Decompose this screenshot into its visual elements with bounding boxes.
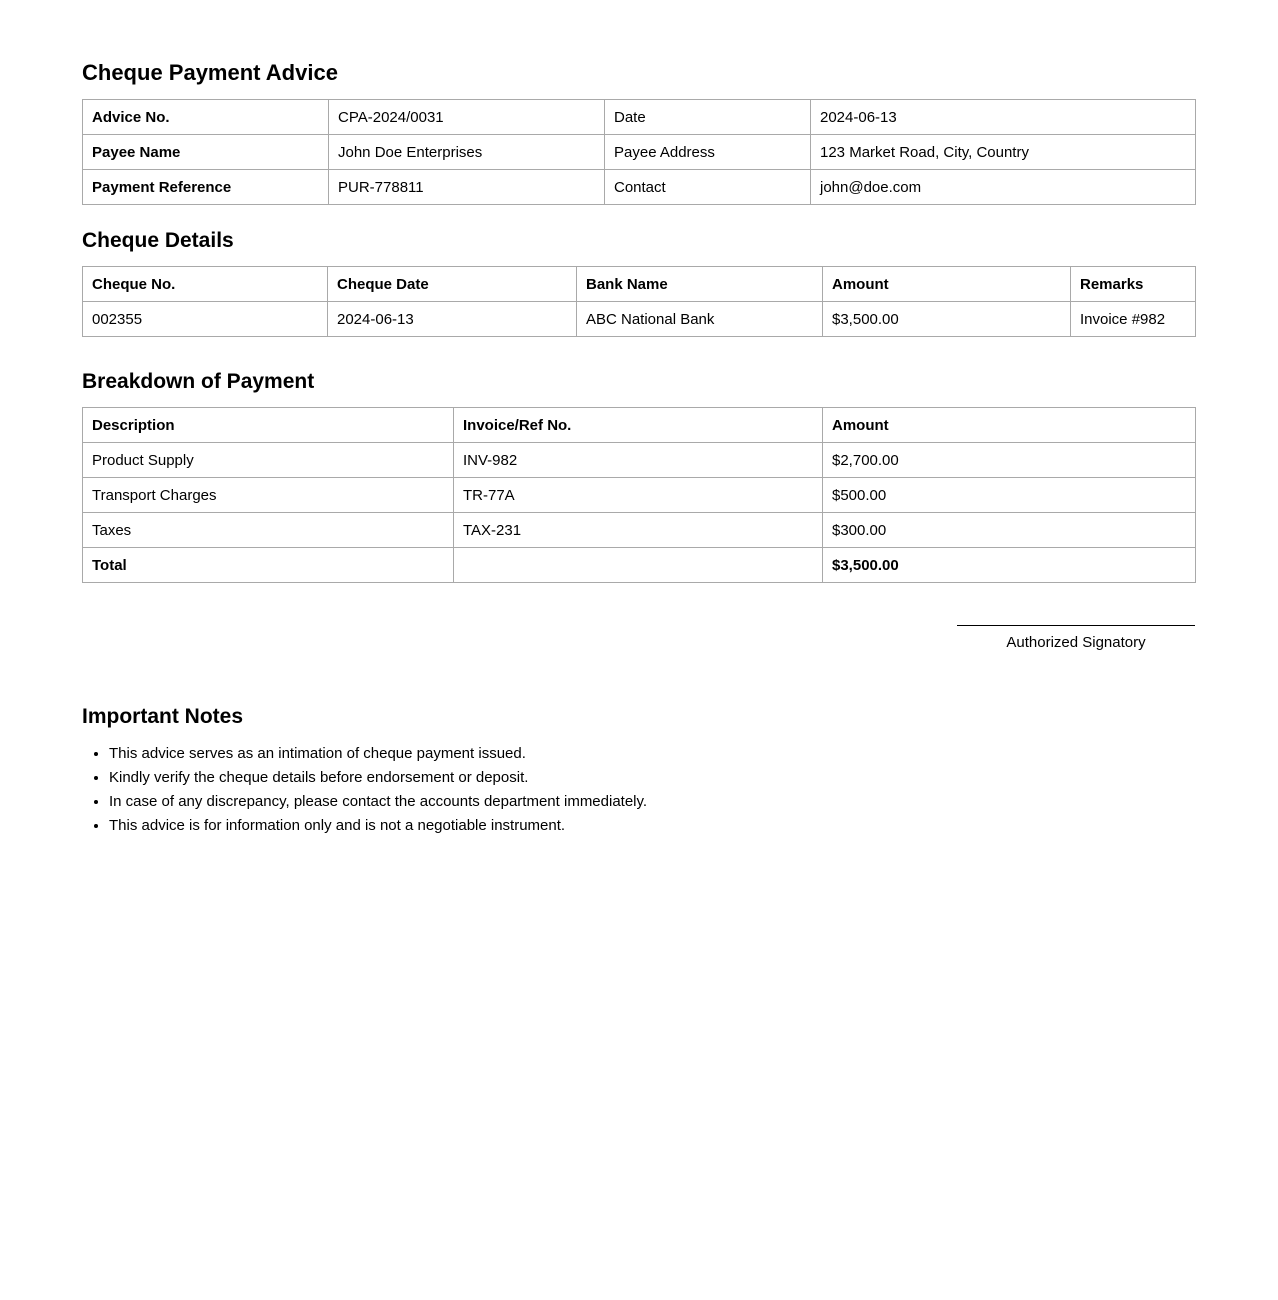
signature-block	[957, 625, 1195, 652]
payment-ref-label: Payment Reference	[83, 170, 329, 205]
table-header-row	[83, 267, 1196, 302]
invoice-ref-cell: TAX-231	[454, 513, 823, 548]
note-item: • In case of any discrepancy, please contact the accounts department immediately.	[109, 790, 1195, 814]
payee-name-label: Payee Name	[83, 135, 329, 170]
table-row	[83, 170, 1196, 205]
contact-label: Contact	[605, 170, 811, 205]
total-label-cell: Total	[83, 548, 454, 583]
table-header-row	[83, 408, 1196, 443]
column-header-description: Description	[83, 408, 454, 443]
cheque-details-table	[82, 266, 1196, 337]
note-item: • This advice serves as an intimation of cheque payment issued.	[109, 742, 1195, 766]
remarks-cell: Invoice #982	[1071, 302, 1196, 337]
table-row	[83, 100, 1196, 135]
table-row	[83, 443, 1196, 478]
total-amount-cell: $3,500.00	[823, 548, 1196, 583]
payment-ref-value: PUR-778811	[329, 170, 605, 205]
payee-address-value: 123 Market Road, City, Country	[811, 135, 1196, 170]
advice-info-table	[82, 99, 1196, 205]
column-header-amount: Amount	[823, 408, 1196, 443]
invoice-ref-cell: INV-982	[454, 443, 823, 478]
document-content	[82, 0, 1195, 838]
note-item: • This advice is for information only and is not a negotiable instrument.	[109, 814, 1195, 838]
date-value: 2024-06-13	[811, 100, 1196, 135]
contact-value: john@doe.com	[811, 170, 1196, 205]
table-row	[83, 302, 1196, 337]
signature-label: Authorized Signatory	[1006, 634, 1146, 651]
description-cell: Taxes	[83, 513, 454, 548]
cheque-details-heading: Cheque Details	[82, 229, 234, 252]
bank-name-cell: ABC National Bank	[577, 302, 823, 337]
column-header-amount: Amount	[823, 267, 1071, 302]
note-item: • Kindly verify the cheque details before endorsement or deposit.	[109, 766, 1195, 790]
payee-address-label: Payee Address	[605, 135, 811, 170]
amount-cell: $500.00	[823, 478, 1196, 513]
cheque-date-cell: 2024-06-13	[328, 302, 577, 337]
table-row	[83, 513, 1196, 548]
table-row	[83, 135, 1196, 170]
invoice-ref-cell: TR-77A	[454, 478, 823, 513]
column-header-cheque-no: Cheque No.	[83, 267, 328, 302]
notes-heading: Important Notes	[82, 705, 244, 728]
amount-cell: $3,500.00	[823, 302, 1071, 337]
date-label: Date	[605, 100, 811, 135]
amount-cell: $2,700.00	[823, 443, 1196, 478]
column-header-remarks: Remarks	[1071, 267, 1196, 302]
description-cell: Transport Charges	[83, 478, 454, 513]
amount-cell: $300.00	[823, 513, 1196, 548]
cheque-no-cell: 002355	[83, 302, 328, 337]
column-header-invoice-ref: Invoice/Ref No.	[454, 408, 823, 443]
empty-cell	[454, 548, 823, 583]
description-cell: Product Supply	[83, 443, 454, 478]
page-title: Cheque Payment Advice	[82, 60, 338, 85]
notes-list	[82, 742, 1195, 838]
table-row	[83, 478, 1196, 513]
advice-no-label: Advice No.	[83, 100, 329, 135]
column-header-cheque-date: Cheque Date	[328, 267, 577, 302]
column-header-bank-name: Bank Name	[577, 267, 823, 302]
breakdown-heading: Breakdown of Payment	[82, 370, 315, 393]
total-row	[83, 548, 1196, 583]
payee-name-value: John Doe Enterprises	[329, 135, 605, 170]
advice-no-value: CPA-2024/0031	[329, 100, 605, 135]
breakdown-table	[82, 407, 1196, 583]
